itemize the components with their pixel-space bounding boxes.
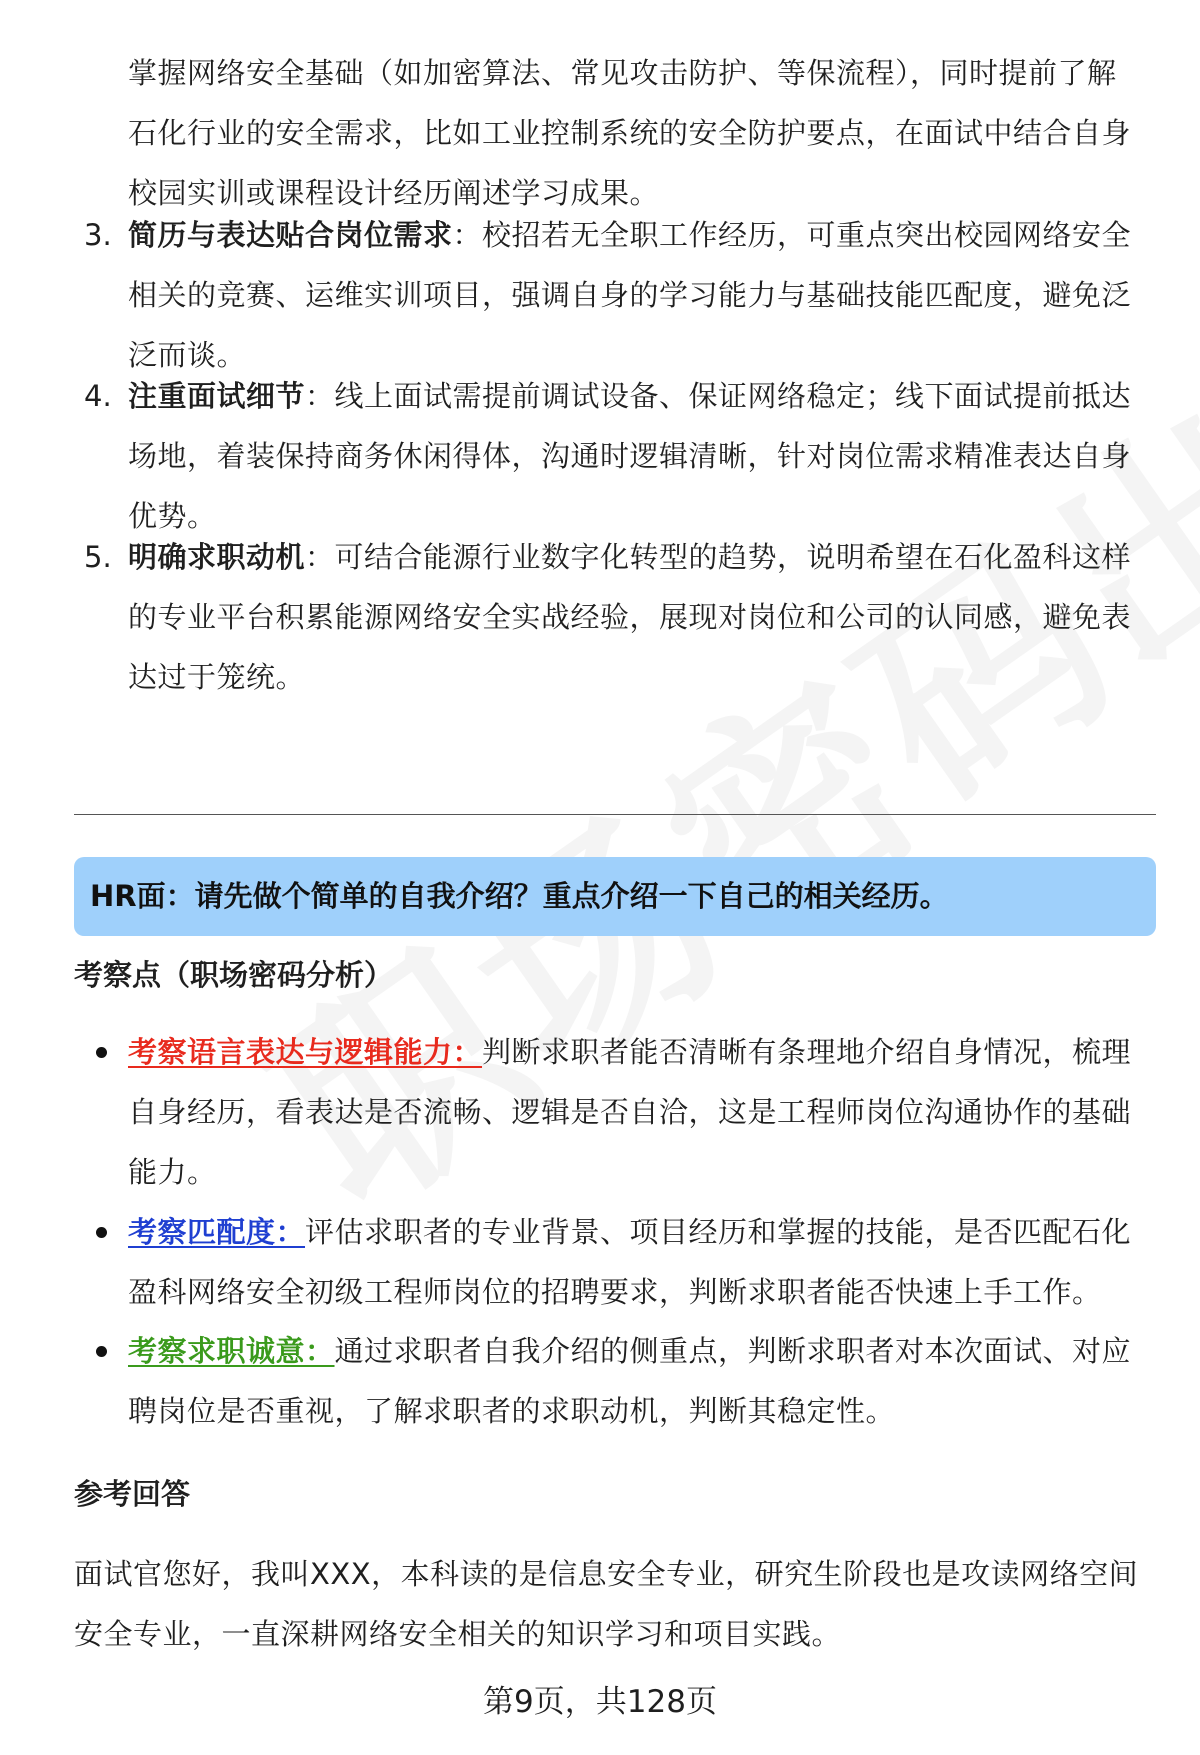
list-number: 3. bbox=[84, 218, 112, 252]
bullet-dot bbox=[96, 1227, 107, 1238]
list-item bbox=[96, 1022, 1144, 1202]
list-item-text: ：校招若无全职工作经历，可重点突出校园网络安全相关的竞赛、运维实训项目，强调自身的学习能力与基础技能匹配度，避免泛泛而谈。 bbox=[128, 218, 1132, 372]
list-item bbox=[84, 527, 1144, 707]
list-item-title: 明确求职动机 bbox=[128, 540, 306, 574]
bullet-text: 判断求职者能否清晰有条理地介绍自身情况，梳理自身经历，看表达是否流畅、逻辑是否自洽，这是工程师岗位沟通协作的基础能力。 bbox=[128, 1035, 1132, 1189]
analysis-heading: 考察点（职场密码分析） bbox=[74, 958, 394, 992]
bullet-label-match: 考察匹配度： bbox=[128, 1215, 306, 1249]
list-item-title: 注重面试细节 bbox=[128, 379, 306, 413]
answer-heading: 参考回答 bbox=[74, 1477, 191, 1511]
bullet-text: 通过求职者自我介绍的侧重点，判断求职者对本次面试、对应聘岗位是否重视，了解求职者的求职动机，判断其稳定性。 bbox=[128, 1334, 1132, 1428]
page-footer: 第9页，共128页 bbox=[483, 1684, 717, 1720]
continued-paragraph: 掌握网络安全基础（如加密算法、常见攻击防护、等保流程），同时提前了解石化行业的安全需求，比如工业控制系统的安全防护要点，在面试中结合自身校园实训或课程设计经历阐述学习成果。 bbox=[128, 56, 1132, 210]
list-item-title: 简历与表达贴合岗位需求 bbox=[128, 218, 453, 252]
bullet-text: 评估求职者的专业背景、项目经历和掌握的技能，是否匹配石化盈科网络安全初级工程师岗位的招聘要求，判断求职者能否快速上手工作。 bbox=[128, 1215, 1132, 1309]
section-divider bbox=[74, 814, 1156, 815]
list-number: 4. bbox=[84, 379, 112, 413]
question-banner bbox=[74, 857, 1156, 936]
hr-question: HR面：请先做个简单的自我介绍？重点介绍一下自己的相关经历。 bbox=[90, 879, 949, 913]
bullet-dot bbox=[96, 1346, 107, 1357]
bullet-dot bbox=[96, 1047, 107, 1058]
list-item bbox=[96, 1202, 1144, 1322]
bullet-label-language: 考察语言表达与逻辑能力： bbox=[128, 1035, 483, 1069]
list-item bbox=[84, 366, 1144, 546]
list-item-text: ：可结合能源行业数字化转型的趋势，说明希望在石化盈科这样的专业平台积累能源网络安全实战经验，展现对岗位和公司的认同感，避免表达过于笼统。 bbox=[128, 540, 1132, 694]
bullet-label-sincerity: 考察求职诚意： bbox=[128, 1334, 335, 1368]
list-item-text: ：线上面试需提前调试设备、保证网络稳定；线下面试提前抵达场地，着装保持商务休闲得体，沟通时逻辑清晰，针对岗位需求精准表达自身优势。 bbox=[128, 379, 1132, 533]
list-item bbox=[96, 1321, 1144, 1441]
list-number: 5. bbox=[84, 540, 112, 574]
answer-paragraph: 面试官您好，我叫XXX，本科读的是信息安全专业，研究生阶段也是攻读网络空间安全专业，一直深耕网络安全相关的知识学习和项目实践。 bbox=[74, 1557, 1139, 1651]
list-item bbox=[84, 205, 1144, 385]
